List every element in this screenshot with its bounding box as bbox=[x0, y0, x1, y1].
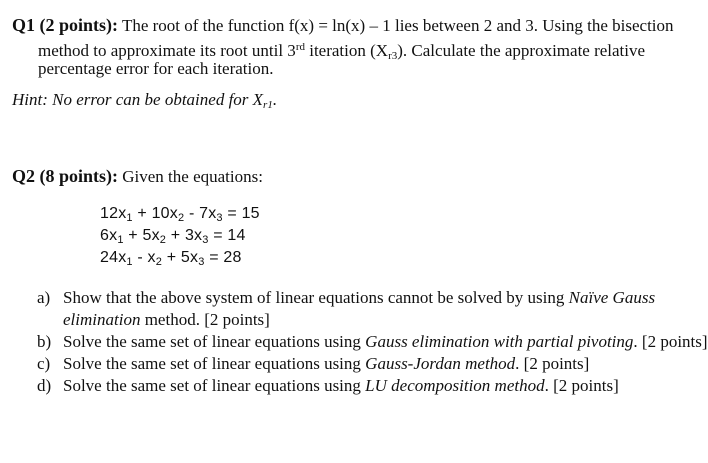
equation-1 bbox=[100, 205, 260, 224]
eq3-sub3: 3 bbox=[198, 256, 205, 268]
eq2-term3: + 3x bbox=[166, 227, 203, 244]
eq2-rhs: = 14 bbox=[208, 227, 246, 244]
q1-title: Q1 (2 points): bbox=[12, 15, 119, 35]
item-c-text-end: . [2 points] bbox=[515, 354, 590, 373]
eq3-sub1: 1 bbox=[126, 256, 133, 268]
q1-text-3: percentage error for each iteration. bbox=[38, 59, 274, 78]
item-c-letter: c) bbox=[37, 354, 51, 373]
eq3-sub2: 2 bbox=[155, 256, 163, 268]
eq3-term2: - x bbox=[132, 249, 156, 266]
item-b-text-italic: Gauss elimination with partial pivoting bbox=[365, 332, 634, 351]
q2-item-b bbox=[37, 331, 708, 353]
item-a-text-main: Show that the above system of linear equations cannot be solved by using bbox=[63, 288, 569, 307]
eq1-term2: + 10x bbox=[132, 205, 178, 222]
item-d-text-italic: LU decomposition method bbox=[365, 376, 545, 395]
item-b-letter: b) bbox=[37, 332, 52, 351]
q1-text-2c: ). Calculate the approximate relative bbox=[397, 41, 646, 60]
item-a-cont-italic: elimination bbox=[63, 310, 141, 329]
eq1-term3: - 7x bbox=[184, 205, 217, 222]
item-a-text-italic: Naïve Gauss bbox=[568, 288, 656, 307]
eq2-sub1: 1 bbox=[117, 234, 124, 246]
q1-line-3 bbox=[38, 58, 274, 80]
q1-hint-end: . bbox=[272, 90, 278, 109]
item-a-text-cont bbox=[63, 309, 270, 331]
q1-text-2b: iteration (X bbox=[304, 41, 389, 60]
q1-text-1: The root of the function f(x) = ln(x) – 1 lies between 2 and 3. Using the bisection bbox=[118, 16, 674, 35]
item-c-text-italic: Gauss-Jordan method bbox=[365, 354, 516, 373]
eq1-sub1: 1 bbox=[126, 212, 133, 224]
eq2-term2: + 5x bbox=[123, 227, 160, 244]
eq1-rhs: = 15 bbox=[222, 205, 260, 222]
eq3-term1: 24x bbox=[100, 249, 127, 266]
eq1-sub3: 3 bbox=[216, 212, 223, 224]
eq3-term3: + 5x bbox=[162, 249, 199, 266]
eq1-term1: 12x bbox=[100, 205, 127, 222]
q2-line-1 bbox=[12, 165, 263, 188]
q2-item-d bbox=[37, 375, 697, 397]
equation-3 bbox=[100, 249, 242, 268]
q2-title: Q2 (8 points): bbox=[12, 166, 119, 186]
eq2-term1: 6x bbox=[100, 227, 118, 244]
item-c-text-main: Solve the same set of linear equations using bbox=[63, 354, 366, 373]
q1-hint-sub: r1 bbox=[263, 99, 273, 111]
item-b-text bbox=[63, 331, 708, 353]
item-d-letter: d) bbox=[37, 376, 52, 395]
item-a-letter: a) bbox=[37, 288, 51, 307]
q2-item-c bbox=[37, 353, 697, 375]
item-b-text-main: Solve the same set of linear equations using bbox=[63, 332, 366, 351]
q2-item-a bbox=[37, 287, 697, 331]
item-c-text bbox=[63, 353, 589, 375]
item-a-cont-main: method. [2 points] bbox=[140, 310, 270, 329]
item-d-text bbox=[63, 375, 619, 397]
item-b-text-end: . [2 points] bbox=[633, 332, 708, 351]
item-a-text bbox=[63, 287, 655, 309]
q1-hint bbox=[12, 90, 277, 111]
equation-2 bbox=[100, 227, 246, 246]
q1-text-2-sup: rd bbox=[295, 41, 305, 53]
q1-hint-text: Hint: No error can be obtained for X bbox=[12, 90, 264, 109]
eq2-sub3: 3 bbox=[202, 234, 209, 246]
eq1-sub2: 2 bbox=[177, 212, 185, 224]
q2-intro: Given the equations: bbox=[118, 167, 263, 186]
item-d-text-end: . [2 points] bbox=[544, 376, 619, 395]
q1-text-2a: method to approximate its root until 3 bbox=[38, 41, 296, 60]
eq3-rhs: = 28 bbox=[204, 249, 242, 266]
eq2-sub2: 2 bbox=[159, 234, 167, 246]
q1-text-2-sub: r3 bbox=[388, 50, 398, 62]
item-d-text-main: Solve the same set of linear equations using bbox=[63, 376, 366, 395]
q1-line-1 bbox=[12, 14, 674, 37]
